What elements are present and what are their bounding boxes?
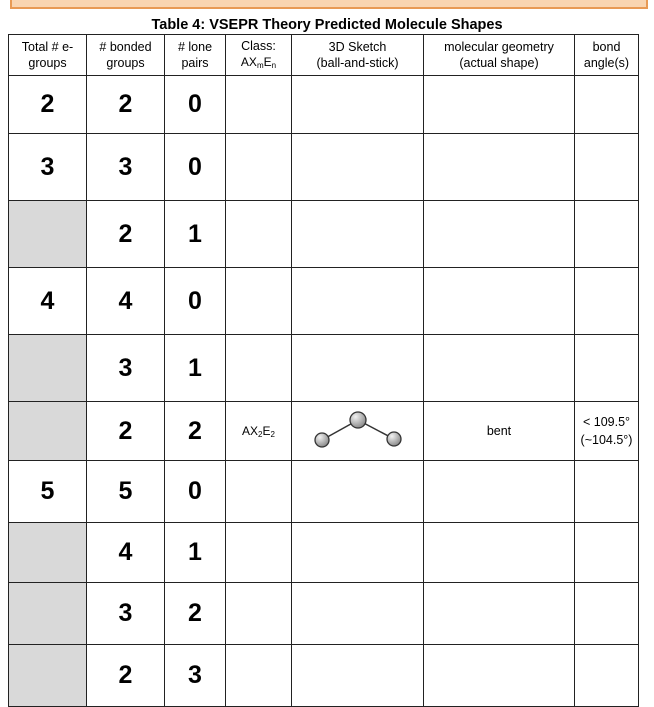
bonded-groups-cell: 3: [87, 335, 165, 402]
lone-pairs-cell: 0: [165, 268, 226, 335]
table-title: Table 4: VSEPR Theory Predicted Molecule Shapes: [151, 17, 503, 33]
lone-pairs-cell: 0: [165, 76, 226, 134]
class-cell: [226, 201, 292, 268]
total-groups-cell: 2: [9, 76, 87, 134]
sketch-cell: [292, 583, 424, 645]
vsepr-table: [8, 34, 639, 707]
class-cell: [226, 583, 292, 645]
sketch-cell: [292, 76, 424, 134]
total-groups-cell: [9, 335, 87, 402]
table-row: [9, 583, 639, 645]
total-groups-cell: [9, 402, 87, 461]
sketch-cell: [292, 645, 424, 707]
header-row: [9, 35, 639, 76]
header-bond-angle: bond angle(s): [575, 35, 639, 76]
atom-center: [350, 412, 366, 428]
angle-cell: [575, 645, 639, 707]
bent-molecule-ball-and-stick-icon: [308, 406, 408, 452]
geometry-cell: [424, 201, 575, 268]
bonded-groups-cell: 2: [87, 645, 165, 707]
top-banner: [10, 0, 648, 9]
class-cell: [226, 268, 292, 335]
lone-pairs-cell: 1: [165, 523, 226, 583]
total-groups-cell: 5: [9, 461, 87, 523]
table-row: [9, 335, 639, 402]
sketch-cell: [292, 402, 424, 461]
geometry-cell: [424, 268, 575, 335]
header-bonded-groups: # bonded groups: [87, 35, 165, 76]
angle-cell: [575, 76, 639, 134]
bonded-groups-cell: 2: [87, 76, 165, 134]
total-groups-cell: [9, 583, 87, 645]
class-cell: [226, 335, 292, 402]
class-cell: [226, 645, 292, 707]
sketch-cell: [292, 523, 424, 583]
table-row: [9, 76, 639, 134]
table-row: [9, 523, 639, 583]
class-cell: [226, 461, 292, 523]
total-groups-cell: 4: [9, 268, 87, 335]
geometry-cell: [424, 583, 575, 645]
lone-pairs-cell: 0: [165, 134, 226, 201]
sketch-cell: [292, 461, 424, 523]
lone-pairs-cell: 1: [165, 335, 226, 402]
bonded-groups-cell: 3: [87, 583, 165, 645]
angle-cell: [575, 583, 639, 645]
lone-pairs-cell: 3: [165, 645, 226, 707]
geometry-cell: [424, 76, 575, 134]
bonded-groups-cell: 4: [87, 523, 165, 583]
table-row: [9, 134, 639, 201]
angle-cell: [575, 523, 639, 583]
class-cell: $AX_2E_2$: [226, 402, 292, 461]
header-total-groups: Total # e- groups: [9, 35, 87, 76]
total-groups-cell: [9, 523, 87, 583]
table-row: [9, 645, 639, 707]
bonded-groups-cell: 2: [87, 201, 165, 268]
bonded-groups-cell: 3: [87, 134, 165, 201]
atom-right: [387, 432, 401, 446]
lone-pairs-cell: 2: [165, 583, 226, 645]
angle-cell: [575, 268, 639, 335]
geometry-cell: [424, 645, 575, 707]
atom-left: [315, 433, 329, 447]
geometry-cell: bent: [424, 402, 575, 461]
geometry-cell: [424, 523, 575, 583]
geometry-cell: [424, 335, 575, 402]
class-cell: [226, 76, 292, 134]
table-row: [9, 268, 639, 335]
lone-pairs-cell: 1: [165, 201, 226, 268]
total-groups-cell: [9, 201, 87, 268]
header-3d-sketch: 3D Sketch (ball-and-stick): [292, 35, 424, 76]
total-groups-cell: 3: [9, 134, 87, 201]
total-groups-cell: [9, 645, 87, 707]
geometry-cell: [424, 134, 575, 201]
header-lone-pairs: # lone pairs: [165, 35, 226, 76]
lone-pairs-cell: 0: [165, 461, 226, 523]
header-class: Class: $AX_mE_n$: [226, 35, 292, 76]
bonded-groups-cell: 2: [87, 402, 165, 461]
bonded-groups-cell: 5: [87, 461, 165, 523]
angle-cell: [575, 134, 639, 201]
angle-cell: [575, 335, 639, 402]
class-cell: [226, 523, 292, 583]
bonded-groups-cell: 4: [87, 268, 165, 335]
angle-cell: [575, 201, 639, 268]
table-row: [9, 402, 639, 461]
angle-cell: < 109.5° (~104.5°): [575, 402, 639, 461]
sketch-cell: [292, 201, 424, 268]
header-molecular-geometry: molecular geometry (actual shape): [424, 35, 575, 76]
lone-pairs-cell: 2: [165, 402, 226, 461]
class-cell: [226, 134, 292, 201]
sketch-cell: [292, 335, 424, 402]
table-row: [9, 201, 639, 268]
table-row: [9, 461, 639, 523]
geometry-cell: [424, 461, 575, 523]
sketch-cell: [292, 268, 424, 335]
sketch-cell: [292, 134, 424, 201]
angle-cell: [575, 461, 639, 523]
